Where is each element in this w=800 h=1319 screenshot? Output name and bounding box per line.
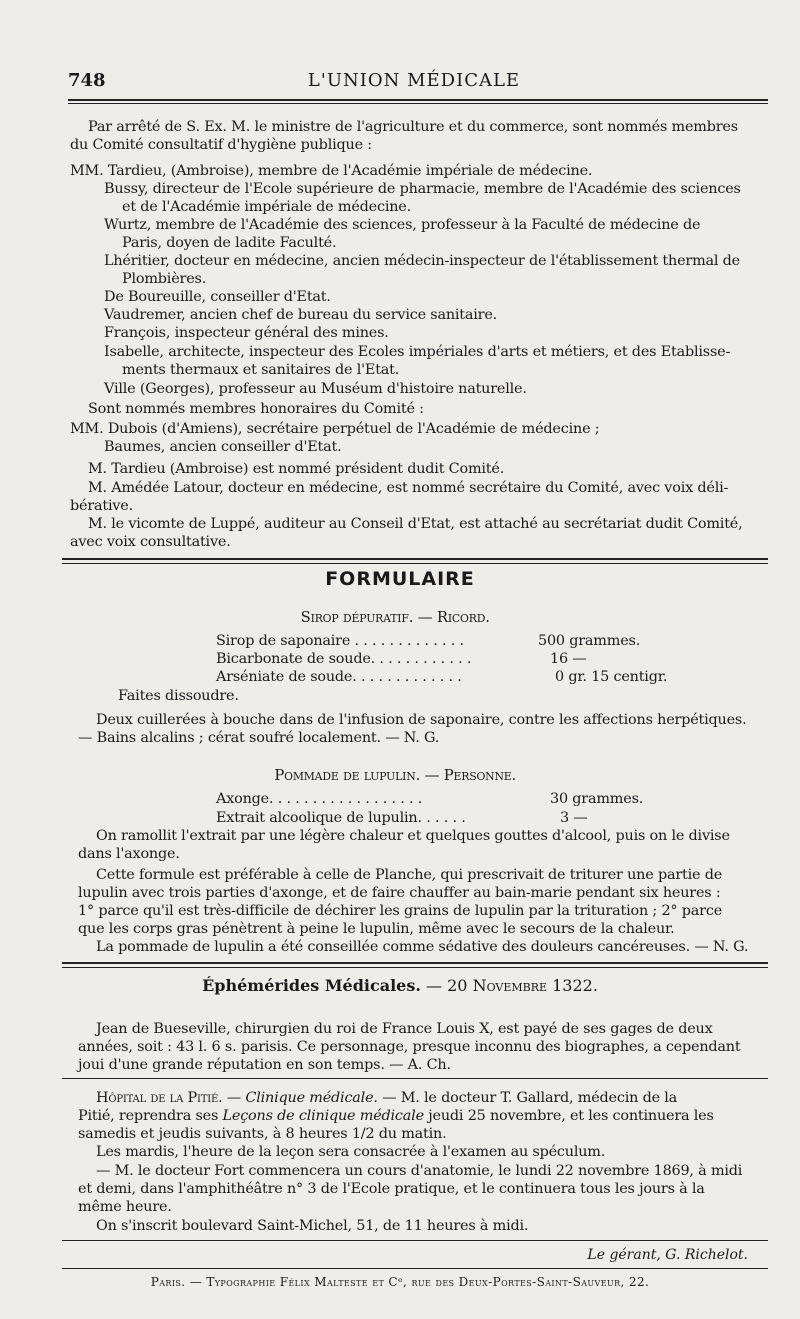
ephemerides-line: années, soit : 43 l. 6 s. parisis. Ce personnage, presque inconnu des biographes, a cependant bbox=[78, 1039, 741, 1055]
notice-dash: — bbox=[222, 1090, 246, 1106]
gerant-signature: Le gérant, G. Richelot. bbox=[587, 1247, 748, 1263]
recipe-text: On ramollit l'extrait par une légère chaleur et quelques gouttes d'alcool, puis on le divise bbox=[96, 828, 730, 844]
recipe-instructions: Faites dissoudre. bbox=[118, 688, 239, 704]
notice-line: samedis et jeudis suivants, à 8 heures 1/2 du matin. bbox=[78, 1126, 447, 1142]
page-number: 748 bbox=[68, 70, 106, 91]
member-entry: MM. Dubois (d'Amiens), secrétaire perpétuel de l'Académie de médecine ; bbox=[70, 421, 600, 437]
ingredient-qty: 500 grammes. bbox=[538, 633, 641, 649]
member-entry: De Boureuille, conseiller d'Etat. bbox=[104, 289, 331, 305]
recipe-heading: Sirop dépuratif. — Ricord. bbox=[300, 608, 490, 626]
recipe-text: dans l'axonge. bbox=[78, 846, 180, 862]
ephemerides-heading: Éphémérides Médicales. bbox=[202, 976, 421, 995]
president-note: M. Tardieu (Ambroise) est nommé président dudit Comité. bbox=[88, 461, 505, 477]
member-entry: MM. Tardieu, (Ambroise), membre de l'Académie impériale de médecine. bbox=[70, 163, 593, 179]
ephemerides-line: joui d'une grande réputation en son temps. — A. Ch. bbox=[78, 1057, 451, 1073]
clinic-name: Clinique médicale. bbox=[245, 1090, 378, 1106]
member-entry: Vaudremer, ancien chef de bureau du service sanitaire. bbox=[104, 307, 498, 323]
header-rule bbox=[68, 99, 768, 104]
decree-intro: du Comité consultatif d'hygiène publique : bbox=[70, 137, 372, 153]
notice-line: On s'inscrit boulevard Saint-Michel, 51, de 11 heures à midi. bbox=[96, 1218, 529, 1234]
notice-line bbox=[96, 1089, 677, 1107]
ingredient-name: Arséniate de soude. . . . . . . . . . . . . bbox=[216, 669, 462, 685]
notice-line: et demi, dans l'amphithéâtre n° 3 de l'Ecole pratique, et le continuera tous les jours à la bbox=[78, 1181, 705, 1197]
notice-line: même heure. bbox=[78, 1199, 172, 1215]
secretary-note: M. Amédée Latour, docteur en médecine, est nommé secrétaire du Comité, avec voix déli- bbox=[88, 480, 729, 496]
member-entry: Plombières. bbox=[122, 271, 207, 287]
hospital-name: Hôpital de la Pitié. bbox=[96, 1090, 223, 1106]
recipe-text: La pommade de lupulin a été conseillée comme sédative des douleurs cancéreuses. — N. G. bbox=[96, 939, 749, 955]
footer-rule bbox=[62, 1268, 768, 1269]
recipe-text: 1° parce qu'il est très-difficile de déchirer les grains de lupulin par la trituration ; 2° parce bbox=[78, 903, 723, 919]
ingredient-name: Extrait alcoolique de lupulin. . . . . . bbox=[216, 810, 466, 826]
page-header bbox=[68, 70, 760, 98]
section-rule bbox=[62, 1078, 768, 1079]
member-entry: Bussy, directeur de l'Ecole supérieure de pharmacie, membre de l'Académie des sciences bbox=[104, 181, 741, 197]
ingredient-name: Axonge. . . . . . . . . . . . . . . . . . bbox=[216, 791, 423, 807]
member-entry: Isabelle, architecte, inspecteur des Ecoles impériales d'arts et métiers, et des Etablisse- bbox=[104, 344, 731, 360]
notice-text: — M. le docteur T. Gallard, médecin de la bbox=[377, 1090, 678, 1106]
honorary-heading: Sont nommés membres honoraires du Comité : bbox=[88, 401, 424, 417]
member-entry: Paris, doyen de ladite Faculté. bbox=[122, 235, 337, 251]
recipe-text: Cette formule est préférable à celle de Planche, qui prescrivait de triturer une partie de bbox=[96, 867, 723, 883]
decree-intro: Par arrêté de S. Ex. M. le ministre de l'agriculture et du commerce, sont nommés membres bbox=[88, 119, 738, 135]
ephemerides-title bbox=[0, 976, 800, 995]
lessons-title: Leçons de clinique médicale bbox=[222, 1108, 424, 1124]
ephemerides-line: Jean de Bueseville, chirurgien du roi de France Louis X, est payé de ses gages de deux bbox=[96, 1021, 713, 1037]
member-entry: Ville (Georges), professeur au Muséum d'histoire naturelle. bbox=[104, 381, 527, 397]
ingredient-qty: 16 — bbox=[550, 651, 587, 667]
printer-imprint: Paris. — Typographie Félix Malteste et Cᵉ, rue des Deux-Portes-Saint-Sauveur, 22. bbox=[150, 1275, 650, 1289]
recipe-text: lupulin avec trois parties d'axonge, et de faire chauffer au bain-marie pendant six heures : bbox=[78, 885, 721, 901]
secretariat-note: avec voix consultative. bbox=[70, 534, 231, 550]
notice-text: Pitié, reprendra ses bbox=[78, 1108, 223, 1124]
member-entry: François, inspecteur général des mines. bbox=[104, 325, 389, 341]
section-rule bbox=[62, 962, 768, 968]
formulaire-title: FORMULAIRE bbox=[325, 568, 475, 590]
member-entry: Wurtz, membre de l'Académie des sciences, professeur à la Faculté de médecine de bbox=[104, 217, 701, 233]
recipe-usage: — Bains alcalins ; cérat soufré localement. — N. G. bbox=[78, 730, 440, 746]
member-entry: et de l'Académie impériale de médecine. bbox=[122, 199, 411, 215]
notice-line bbox=[78, 1107, 714, 1125]
member-entry: ments thermaux et sanitaires de l'Etat. bbox=[122, 362, 400, 378]
recipe-heading: Pommade de lupulin. — Personne. bbox=[274, 766, 517, 784]
journal-title: L'UNION MÉDICALE bbox=[307, 70, 521, 91]
ephemerides-date: — 20 Novembre 1322. bbox=[426, 976, 598, 995]
member-entry: Lhéritier, docteur en médecine, ancien médecin-inspecteur de l'établissement thermal de bbox=[104, 253, 740, 269]
footer-rule bbox=[62, 1240, 768, 1241]
secretariat-note: M. le vicomte de Luppé, auditeur au Conseil d'Etat, est attaché au secrétariat dudit Comité, bbox=[88, 516, 743, 532]
recipe-text: que les corps gras pénètrent à peine le lupulin, même avec le secours de la chaleur. bbox=[78, 921, 675, 937]
secretary-note: bérative. bbox=[70, 498, 133, 514]
ingredient-qty: 3 — bbox=[560, 810, 588, 826]
ingredient-name: Bicarbonate de soude. . . . . . . . . . . . bbox=[216, 651, 472, 667]
ingredient-qty: 0 gr. 15 centigr. bbox=[555, 669, 668, 685]
section-rule bbox=[62, 558, 768, 564]
notice-line: — M. le docteur Fort commencera un cours d'anatomie, le lundi 22 novembre 1869, à midi bbox=[96, 1163, 743, 1179]
member-entry: Baumes, ancien conseiller d'Etat. bbox=[104, 439, 342, 455]
ingredient-name: Sirop de saponaire . . . . . . . . . . . . . bbox=[216, 633, 464, 649]
ingredient-qty: 30 grammes. bbox=[550, 791, 644, 807]
notice-text: jeudi 25 novembre, et les continuera les bbox=[423, 1108, 714, 1124]
recipe-usage: Deux cuillerées à bouche dans de l'infusion de saponaire, contre les affections herpétiques. bbox=[96, 712, 747, 728]
notice-line: Les mardis, l'heure de la leçon sera consacrée à l'examen au spéculum. bbox=[96, 1144, 606, 1160]
